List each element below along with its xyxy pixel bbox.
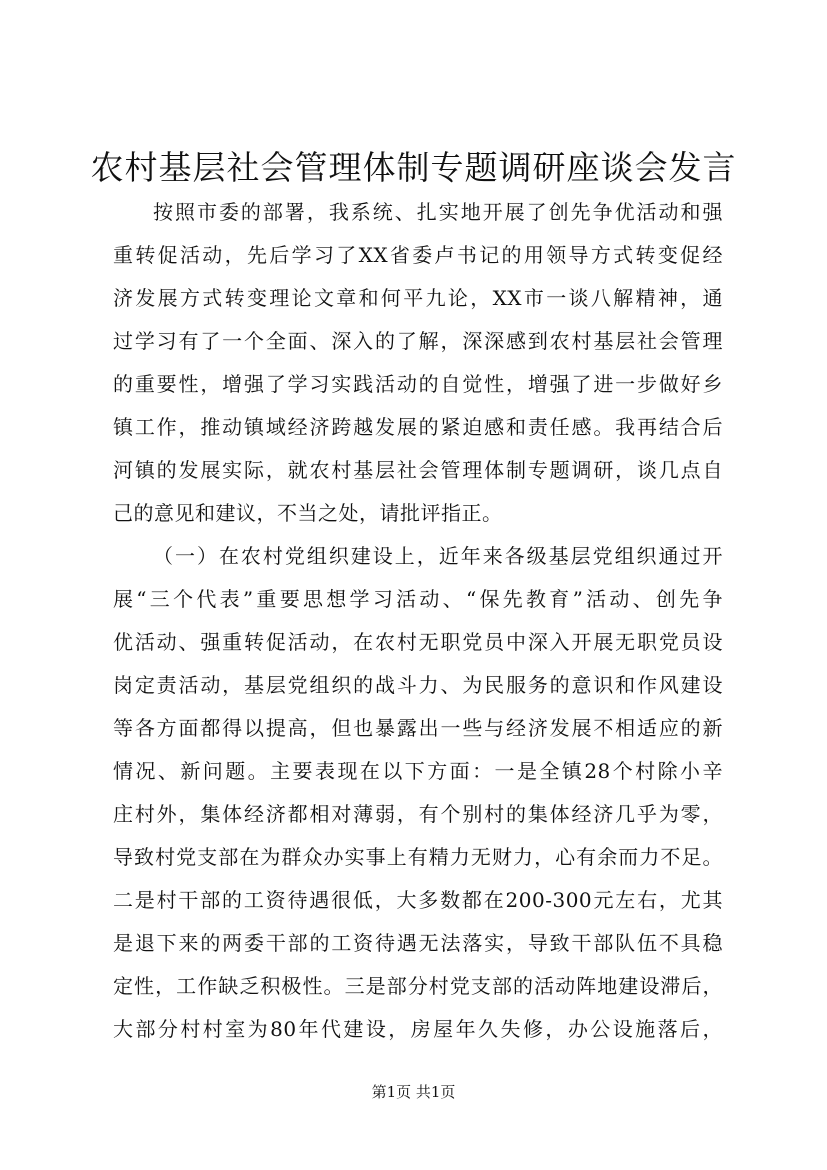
paragraph-line: （一）在农村党组织建设上，近年来各级基层党组织通过开 (153, 544, 723, 568)
paragraph-line: 导致村党支部在为群众办实事上有精力无财力，心有余而力不足。 (113, 845, 723, 869)
page-title: 农村基层社会管理体制专题调研座谈会发言 (90, 148, 737, 187)
paragraph-line: 展“三个代表”重要思想学习活动、“保先教育”活动、创先争 (113, 587, 723, 611)
paragraph-line: 大部分村村室为80年代建设，房屋年久失修，办公设施落后， (113, 1017, 723, 1041)
paragraph-line: 优活动、强重转促活动，在农村无职党员中深入开展无职党员设 (113, 630, 723, 654)
paragraph-line: 岗定责活动，基层党组织的战斗力、为民服务的意识和作风建设 (113, 673, 723, 697)
paragraph-line: 情况、新问题。主要表现在以下方面：一是全镇28个村除小辛 (113, 759, 723, 783)
page-footer: 第1页 共1页 (371, 1083, 456, 1101)
paragraph-line: 按照市委的部署，我系统、扎实地开展了创先争优活动和强 (153, 200, 723, 224)
paragraph-line: 二是村干部的工资待遇很低，大多数都在200-300元左右，尤其 (113, 888, 723, 912)
paragraph-line: 镇工作，推动镇域经济跨越发展的紧迫感和责任感。我再结合后 (113, 415, 723, 439)
paragraph-line: 河镇的发展实际，就农村基层社会管理体制专题调研，谈几点自 (113, 458, 723, 482)
paragraph-line: 定性，工作缺乏积极性。三是部分村党支部的活动阵地建设滞后， (113, 974, 723, 998)
paragraph-line: 重转促活动，先后学习了XX省委卢书记的用领导方式转变促经 (113, 243, 723, 267)
paragraph-line: 己的意见和建议，不当之处，请批评指正。 (113, 501, 503, 525)
paragraph-line: 等各方面都得以提高，但也暴露出一些与经济发展不相适应的新 (113, 716, 723, 740)
paragraph-line: 过学习有了一个全面、深入的了解，深深感到农村基层社会管理 (113, 329, 723, 353)
paragraph-line: 是退下来的两委干部的工资待遇无法落实，导致干部队伍不具稳 (113, 931, 723, 955)
paragraph-line: 的重要性，增强了学习实践活动的自觉性，增强了进一步做好乡 (113, 372, 723, 396)
paragraph-line: 庄村外，集体经济都相对薄弱，有个别村的集体经济几乎为零， (113, 802, 723, 826)
paragraph-line: 济发展方式转变理论文章和何平九论，XX市一谈八解精神，通 (113, 286, 723, 310)
